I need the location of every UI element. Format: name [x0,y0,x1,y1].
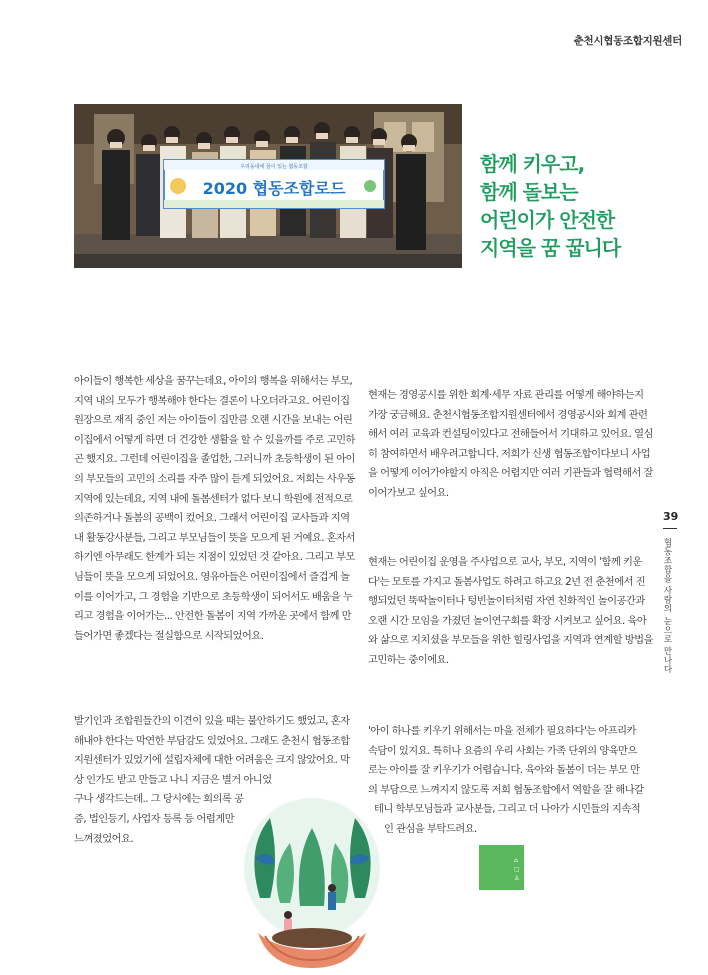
group-photo-illustration [74,104,462,268]
headline-line: 함께 키우고, [480,152,585,176]
page-number-rule [663,528,677,529]
group-photo [74,104,462,268]
body-paragraph: 아이들이 행복한 세상을 꿈꾸는데요, 아이의 행복을 위해서는 부모, 지역 내의 모두가 행복해야 한다는 결론이 나오더라고요. 어린이집 원장으로 재직 중인 저는 아이들이 집만큼 오랜 시간을 보내는 어린이집에서 어떻게 하면 더 건강한 생활을 할 수 있을까를 주로 고민하곤 했지요. 그런데 어린이집을 졸업한, 그러니까 초등학생이 된 아이의 부모들의 고민의 소리를 자주 많이 듣게 되었어요. 저희는 사우동 지역에 있는데요, 지역 내에 돌봄센터가 없다 보니 학원에 전적으로 의존하거나 돌봄의 공백이 컸어요. 그래서 어린이집 교사들과 지역 내 활동강사분들, 그리고 부모님들이 뜻을 모으게 된 거예요. 혼자서 하기엔 아무래도 한계가 되는 지점이 있었던 것 같아요. 그리고 부모님들이 뜻을 모으게 되었어요. 영유아들은 어린이집에서 즐겁게 놀이를 이어가고, 그 경험을 기반으로 초등학생이 되어서도 배움을 누리고 경험을 이어가는... 안전한 돌봄이 지역 가까운 곳에서 함께 만들어가면 좋겠다는 절실함으로 시작되었어요. [74,375,355,642]
headline-line: 지역을 꿈 꿉니다 [480,236,621,260]
body-column-right-bottom [368,722,658,840]
body-line: 구나 생각드는데.. 그 당시에는 회의록 공 [74,793,244,806]
green-icon-box [479,845,524,890]
page-number: 39 [663,510,679,523]
body-line: 인 관심을 부탁드려요. [384,822,477,835]
body-paragraph: 현재는 어린이집 운영을 주사업으로 교사, 부모, 지역이 '함께 키운다'는 모토를 가지고 돌봄사업도 하려고 하고요 2년 전 춘천에서 진행되었던 뚝딱놀이터나 텅빈놀이터처럼 자연 친화적인 놀이공간과 오랜 시간 모임을 가졌던 놀이연구회를 확장 시켜보고 싶어요. 육아와 삶으로 지치셨을 부모들을 위한 힐링사업을 지역과 연계할 방법을 고민하는 중이에요. [368,556,653,666]
body-paragraph: 현재는 경영공시를 위한 회계·세무 자료 관리를 어떻게 해야하는지 가장 궁금해요. 춘천시협동조합지원센터에서 경영공시와 회계 관련해서 여러 교육과 컨설팅이있다고 전해들어서 기대하고 있어요. 열심히 참여하면서 배우려고합니다. 저희가 신생 협동조합이다보니 사업을 어떻게 이어가야할지 아직은 어렵지만 여러 기관들과 협력해서 잘 이어가보고 싶어요. [368,389,653,499]
body-line: 해내야 한다는 막연한 부담감도 있었어요. 그래도 춘천시 협동조합 [74,734,350,747]
body-line: 발기인과 조합원들간의 이견이 있을 때는 불안하기도 했었고, 혼자 [74,715,350,727]
body-line: 로는 아이를 잘 키우기가 어렵습니다. 육아와 돌봄이 더는 부모 만 [368,764,640,777]
hands-plants-illustration [240,788,385,975]
body-line: '아이 하나를 키우기 위해서는 마을 전체가 필요하다'는 아프리카 [368,725,636,737]
headline-line: 함께 돌보는 [480,180,578,204]
body-line: 속담이 있지요. 특히나 요즘의 우리 사회는 가족 단위의 양육만으 [368,744,637,757]
banner-subtitle: 우리동네에 꿈이 있는 협동조합 [240,164,308,170]
headline-line: 어린이가 안전한 [480,208,615,232]
body-line: 느껴졌었어요. [74,832,134,845]
body-line: 테니 학부모님들과 교사분들, 그리고 더 나아가 시민들의 지속적 [374,803,641,816]
body-line: 지원센터가 있었기에 설립자체에 대한 어려움은 크지 않았어요. 막 [74,754,350,767]
body-line: 증, 법인등기, 사업자 등록 등 어렵게만 [74,812,235,825]
box-icon: ▢ [514,866,520,873]
body-column-left-top [74,372,358,646]
body-line: 의 부담으로 느껴지지 않도록 저희 협동조합에서 역할을 잘 해나갈 [368,783,644,796]
org-name: 춘천시협동조합지원센터 [573,35,682,47]
article-headline [480,150,680,262]
body-column-right-middle [368,553,654,671]
body-line: 상 인가도 받고 만들고 나니 지금은 별거 아니었 [74,773,272,786]
home-icon: ⌂ [514,857,518,864]
section-title-vertical: 협동조합을 사람의 눈으로 만나다 [662,538,672,674]
body-column-right-top [368,386,654,504]
banner-title: 2020 협동조합로드 [202,179,346,198]
person-icon: ♙ [514,875,520,882]
